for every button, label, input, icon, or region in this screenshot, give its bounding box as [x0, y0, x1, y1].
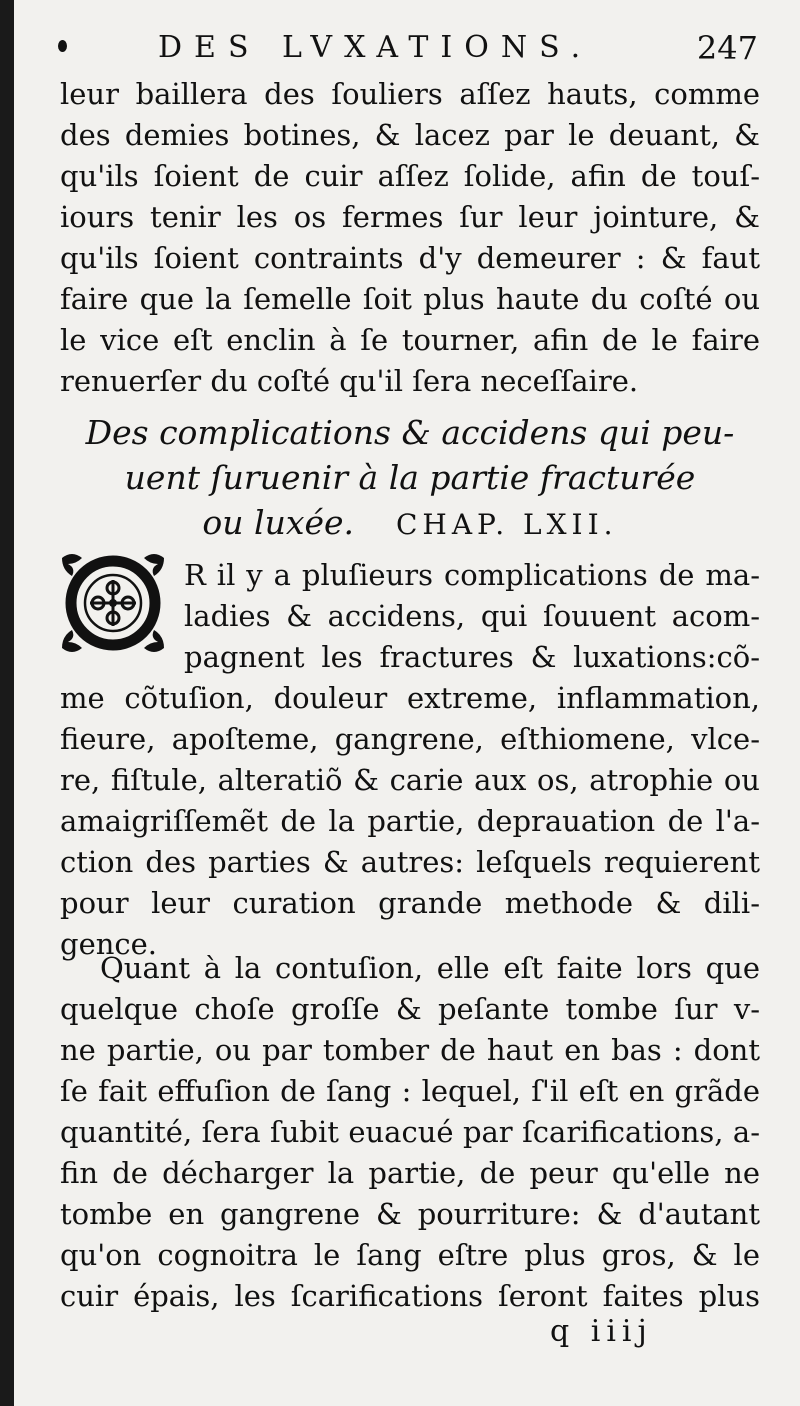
text-line: qu'ils ſoient contraints d'y demeurer : & faut — [60, 241, 760, 275]
text-line: pour leur curation grande methode & dili- — [60, 886, 760, 920]
text-line: me cõtuſion, douleur extreme, inflammation, — [60, 681, 760, 715]
heading-line: uent ſuruenir à la partie fracturée — [124, 458, 696, 497]
header-bullet — [58, 40, 67, 52]
text-line: cuir épais, les ſcarifications ſeront faites plus — [60, 1279, 760, 1313]
chapter-label: CHAP. LXII. — [395, 508, 618, 541]
text-line: leur baillera des ſouliers aſſez hauts, comme — [60, 77, 760, 111]
text-line: tombe en gangrene & pourriture: & d'autant — [60, 1197, 760, 1231]
text-line: R il y a pluſieurs complications de ma- — [184, 558, 760, 592]
heading-line: Des complications & accidens qui peu- — [85, 413, 735, 452]
text-line: amaigriſſemẽt de la partie, deprauation de l'a- — [60, 804, 760, 838]
page-number: 247 — [696, 29, 758, 67]
text-line: renuerſer du coſté qu'il ſera neceſſaire. — [60, 364, 639, 398]
text-line: fin de décharger la partie, de peur qu'elle ne — [60, 1156, 760, 1190]
text-line: le vice eſt enclin à ſe tourner, afin de le faire — [60, 323, 760, 357]
running-title: DES LVXATIONS. — [158, 30, 593, 65]
drop-cap-ornament-icon — [58, 548, 168, 658]
text-line: Quant à la contuſion, elle eſt faite lors que — [100, 951, 760, 985]
text-line: fieure, apoſteme, gangrene, eſthiomene, vlce- — [60, 722, 760, 756]
heading-line-3 — [60, 500, 760, 545]
text-line: ſe fait effuſion de ſang : lequel, ſ'il eſt en grãde — [60, 1074, 760, 1108]
book-page — [14, 0, 800, 1406]
text-line: gence. — [60, 927, 158, 961]
text-line: ladies & accidens, qui ſouuent acom- — [184, 599, 760, 633]
text-line: quantité, ſera ſubit euacué par ſcarifications, a- — [60, 1115, 760, 1149]
text-line: quelque choſe groſſe & peſante tombe ſur v- — [60, 992, 760, 1026]
paragraph-1 — [60, 74, 760, 402]
heading-line-text: ou luxée. — [202, 503, 354, 542]
text-line: faire que la ſemelle ſoit plus haute du coſté ou — [60, 282, 760, 316]
text-line: qu'ils ſoient de cuir aſſez ſolide, afin de touſ- — [60, 159, 760, 193]
text-line: des demies botines, & lacez par le deuant, & — [60, 118, 760, 152]
text-line: qu'on cognoitra le ſang eſtre plus gros, & le — [60, 1238, 760, 1272]
signature-mark: q iiij — [550, 1314, 653, 1349]
ornamental-drop-cap — [58, 548, 168, 658]
chapter-heading — [60, 410, 760, 545]
paragraph-2 — [60, 678, 760, 965]
page-header — [58, 28, 758, 68]
text-line: pagnent les fractures & luxations:cõ- — [184, 640, 760, 674]
text-line: iours tenir les os fermes ſur leur jointure, & — [60, 200, 760, 234]
text-line: re, fiſtule, alteratiõ & carie aux os, atrophie ou — [60, 763, 760, 797]
text-line: ction des parties & autres: leſquels requierent — [60, 845, 760, 879]
text-line: ne partie, ou par tomber de haut en bas : dont — [60, 1033, 760, 1067]
paragraph-2-opening — [184, 555, 760, 678]
paragraph-3 — [60, 948, 760, 1317]
